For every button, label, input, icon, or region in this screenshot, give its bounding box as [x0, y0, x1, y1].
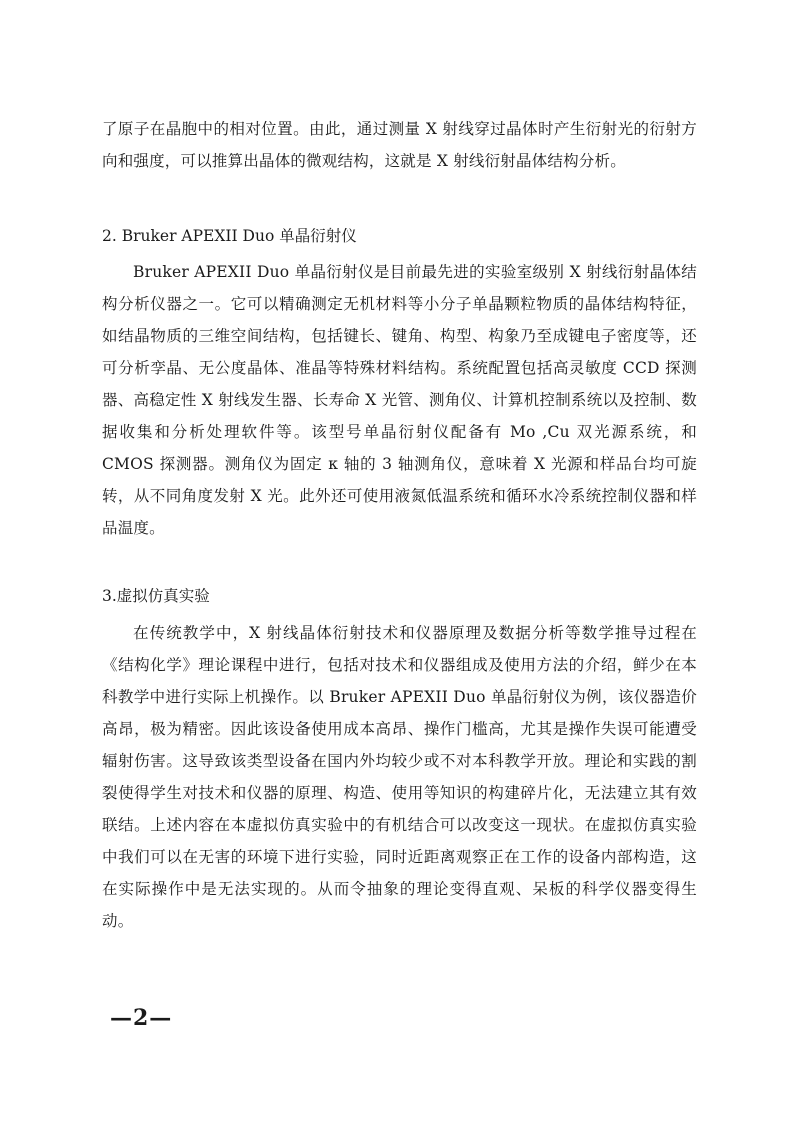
- heading-text: 2. Bruker APEXII Duo 单晶衍射仪: [102, 227, 357, 245]
- heading-text: 3.虚拟仿真实验: [102, 587, 210, 605]
- section-heading-3: [102, 580, 697, 612]
- paragraph-text: Bruker APEXII Duo 单晶衍射仪是目前最先进的实验室级别 X 射线衍射晶体结构分析仪器之一。它可以精确测定无机材料等小分子单晶颗粒物质的晶体结构特征，如结晶物质的三维空间结构，包括键长、键角、构型、构象乃至成键电子密度等，还可分析孪晶、无公度晶体、准晶等特殊材料结构。系统配置包括高灵敏度 CCD 探测器、高稳定性 X 射线发生器、长寿命 X 光管、测角仪、计算机控制系统以及控制、数据收集和分析处理软件等。该型号单晶衍射仪配备有 Mo ,Cu 双光源系统，和 CMOS 探测器。测角仪为固定 κ 轴的 3 轴测角仪，意味着 X 光源和样品台均可旋转，从不同角度发射 X 光。此外还可使用液氮低温系统和循环水冷系统控制仪器和样品温度。: [102, 263, 697, 537]
- page-number: —2—: [110, 1005, 173, 1031]
- paragraph-continuation: [102, 113, 697, 177]
- paragraph-virtual-simulation: [102, 617, 697, 937]
- paragraph-bruker-description: [102, 256, 697, 544]
- paragraph-text: 了原子在晶胞中的相对位置。由此，通过测量 X 射线穿过晶体时产生衍射光的衍射方向和强度，可以推算出晶体的微观结构，这就是 X 射线衍射晶体结构分析。: [102, 120, 697, 170]
- section-heading-2: [102, 220, 697, 252]
- paragraph-text: 在传统教学中，X 射线晶体衍射技术和仪器原理及数据分析等数学推导过程在《结构化学》理论课程中进行，包括对技术和仪器组成及使用方法的介绍，鲜少在本科教学中进行实际上机操作。以 Bruker APEXII Duo 单晶衍射仪为例，该仪器造价高昂，极为精密。因此该设备使用成本高昂、操作门槛高，尤其是操作失误可能遭受辐射伤害。这导致该类型设备在国内外均较少或不对本科教学开放。理论和实践的割裂使得学生对技术和仪器的原理、构造、使用等知识的构建碎片化，无法建立其有效联结。上述内容在本虚拟仿真实验中的有机结合可以改变这一现状。在虚拟仿真实验中我们可以在无害的环境下进行实验，同时近距离观察正在工作的设备内部构造，这在实际操作中是无法实现的。从而令抽象的理论变得直观、呆板的科学仪器变得生动。: [102, 624, 697, 930]
